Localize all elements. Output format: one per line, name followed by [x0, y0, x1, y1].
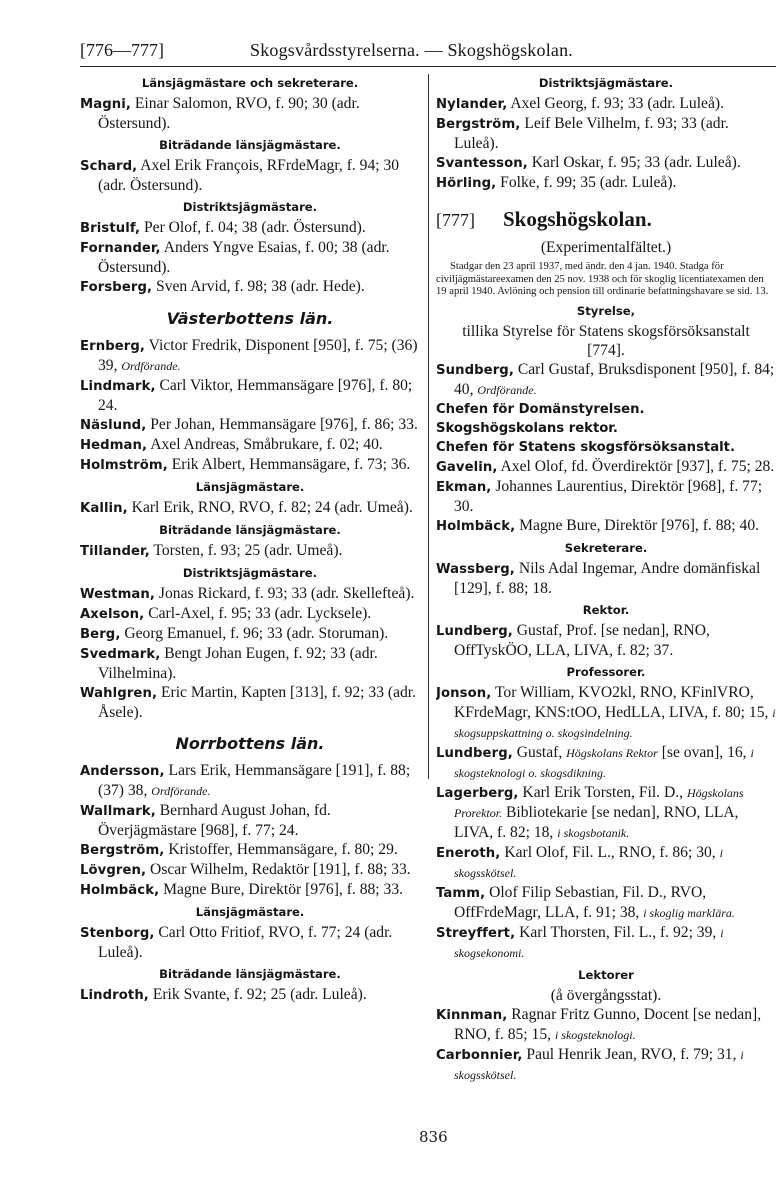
list-item [436, 1045, 776, 1085]
subject-text: i skogsskötsel. [454, 845, 723, 880]
entry-text: Magne Bure, Direktör [976], f. 88; 40. [515, 516, 760, 534]
entry-text: Oscar Wilhelm, Redaktör [191], f. 88; 33. [146, 861, 411, 878]
person-name: Ernberg, [80, 339, 146, 354]
list-item [436, 1005, 776, 1045]
entry-text: Karl Thorsten, Fil. L., f. 92; 39, [515, 923, 721, 941]
list-item [80, 415, 420, 435]
subheading: Länsjägmästare och sekreterare. [141, 76, 359, 90]
entry-text: Gustaf, [512, 743, 567, 761]
subject-text: i skoglig marklära. [643, 905, 735, 920]
list-item [80, 880, 420, 900]
list-item [436, 477, 776, 516]
list-item [436, 559, 776, 598]
list-item [436, 173, 776, 193]
role-text: Ordförande. [151, 784, 211, 798]
subheading: Styrelse, [576, 303, 636, 318]
entry-text: Gustaf, Prof. [se nedan], RNO, OffTyskÖO, LLA, LIVA, f. 82; 37. [454, 621, 710, 659]
statute-note: Stadgar den 23 april 1937, med ändr. den 4 jan. 1940. Stadga för civiljägmästareexamen den 25 nov. 1938 och för skoglig licentiatexamen den 19 april 1940. Avlöning och pension till ordinarie befattningshavare se sid. 13. [436, 261, 769, 297]
list-item [436, 360, 776, 400]
entry-text: Leif Bele Vilhelm, f. 93; 33 (adr. Luleå). [454, 115, 729, 152]
subheading: Biträdande länsjägmästare. [159, 138, 341, 152]
entry-text: Karl Erik Torsten, Fil. D., [518, 783, 687, 801]
entry-text: Axel Georg, f. 93; 33 (adr. Luleå). [507, 95, 724, 112]
subheading: Länsjägmästare. [195, 905, 305, 919]
person-name: Ekman, [436, 479, 492, 495]
entry-text: Eric Martin, Kapten [313], f. 92; 33 (adr. Åsele). [98, 684, 417, 721]
list-item [80, 761, 420, 801]
subject-text: i skogsteknologi. [554, 1027, 636, 1042]
list-item [80, 584, 420, 604]
list-item [436, 743, 776, 783]
list-item [80, 94, 420, 133]
page-number: 836 [419, 1128, 448, 1146]
list-item [80, 376, 420, 415]
page-header [80, 38, 766, 64]
entry-text: Folke, f. 99; 35 (adr. Luleå). [496, 174, 677, 191]
entry-text: Carl-Axel, f. 95; 33 (adr. Lycksele). [144, 605, 372, 622]
county-heading: Norrbottens län. [175, 734, 325, 753]
person-name: Svedmark, [80, 647, 161, 662]
subheading: Distriktsjägmästare. [182, 566, 318, 580]
person-name: Carbonnier, [436, 1047, 523, 1063]
entry-text: Sven Arvid, f. 98; 38 (adr. Hede). [152, 278, 365, 295]
list-item [436, 516, 776, 536]
person-name: Kinnman, [436, 1007, 508, 1023]
subheading: Distriktsjägmästare. [538, 76, 674, 90]
list-item [436, 843, 776, 883]
list-item [80, 840, 420, 860]
entry-text: Paul Henrik Jean, RVO, f. 79; 31, [522, 1045, 741, 1063]
subject-text: i skogsteknologi o. skogsdikning. [454, 745, 754, 780]
entry-text: Anders Yngve Esaias, f. 00; 38 (adr. Östersund). [98, 239, 390, 276]
subheading: Biträdande länsjägmästare. [159, 967, 341, 981]
list-item [436, 783, 776, 843]
list-item [80, 336, 420, 376]
list-item [436, 114, 776, 153]
person-name: Berg, [80, 627, 121, 642]
left-column [80, 74, 420, 1005]
person-name: Bergström, [436, 117, 521, 132]
entry-text: Karl Erik, RNO, RVO, f. 82; 24 (adr. Umeå). [127, 499, 413, 516]
person-name: Andersson, [80, 764, 165, 779]
person-name: Stenborg, [80, 926, 155, 941]
role-text: Högskolans Rektor [566, 745, 658, 760]
list-item [436, 94, 776, 114]
subject-text: i skogsskötsel. [454, 1047, 744, 1082]
person-name: Wahlgren, [80, 686, 158, 701]
subject-text: i skogsekonomi. [454, 925, 724, 960]
person-name: Lundberg, [436, 745, 513, 761]
list-item [80, 860, 420, 880]
subheading: Biträdande länsjägmästare. [159, 523, 341, 537]
header-page-numbers: [776—777] [80, 40, 164, 60]
person-name: Forsberg, [80, 280, 153, 295]
person-name: Jonson, [436, 685, 492, 701]
header-rule [80, 66, 776, 67]
person-name: Bristulf, [80, 221, 141, 236]
entry-text: Axel Erik François, RFrdeMagr, f. 94; 30 (adr. Östersund). [98, 157, 400, 194]
entry-text: Georg Emanuel, f. 96; 33 (adr. Storuman). [120, 625, 389, 642]
role-text: Ordförande. [477, 382, 537, 397]
entry-text: Johannes Laurentius, Direktör [968], f. 77; 30. [454, 477, 763, 515]
list-item [80, 985, 420, 1005]
section-subtitle: (Experimentalfältet.) [540, 239, 672, 256]
board-subtitle: tillika Styrelse för Statens skogsförsöksanstalt [774]. [462, 322, 750, 359]
list-item [80, 604, 420, 624]
person-name: Hörling, [436, 176, 497, 191]
entry-text: Ragnar Fritz Gunno, Docent [se nedan], RNO, f. 85; 15, [454, 1005, 762, 1043]
list-item [80, 238, 420, 277]
entry-text: Carl Viktor, Hemmansägare [976], f. 80; 24. [98, 377, 413, 414]
section-title: Skogshögskolan. [503, 207, 652, 231]
person-name: Nylander, [436, 97, 508, 112]
entry-text: Nils Adal Ingemar, Andre domänfiskal [129], f. 88; 18. [454, 559, 761, 597]
person-name: Holmbäck, [436, 518, 516, 534]
list-item [80, 644, 420, 683]
entry-text: Karl Olof, Fil. L., RNO, f. 86; 30, [500, 843, 720, 861]
entry-text: Erik Albert, Hemmansägare, f. 73; 36. [167, 456, 411, 473]
person-name: Schard, [80, 159, 138, 174]
entry-text: Erik Svante, f. 92; 25 (adr. Luleå). [148, 986, 367, 1003]
list-item [436, 621, 776, 660]
person-name: Näslund, [80, 418, 147, 433]
person-name: Sundberg, [436, 362, 514, 378]
subheading: Lektorer [578, 967, 634, 982]
entry-text: Kristoffer, Hemmansägare, f. 80; 29. [164, 841, 398, 858]
entry-text: Magne Bure, Direktör [976], f. 88; 33. [159, 881, 404, 898]
person-name: Magni, [80, 97, 131, 112]
person-name: Hedman, [80, 438, 148, 453]
person-name: Fornander, [80, 241, 161, 256]
role-text: Ordförande. [121, 359, 181, 373]
person-name: Holmström, [80, 458, 168, 473]
entry-text: Per Johan, Hemmansägare [976], f. 86; 33. [146, 416, 418, 433]
list-item [80, 156, 420, 195]
list-item [80, 683, 420, 722]
person-name: Holmbäck, [80, 883, 160, 898]
section-page-number: [777] [436, 210, 475, 230]
subheading: Sekreterare. [564, 540, 648, 555]
list-item [80, 498, 420, 518]
person-name: Wallmark, [80, 804, 156, 819]
entry-text: Axel Andreas, Småbrukare, f. 02; 40. [147, 436, 383, 453]
county-heading: Västerbottens län. [166, 309, 334, 328]
list-item [436, 883, 776, 923]
person-name: Gavelin, [436, 459, 498, 475]
person-name: Eneroth, [436, 845, 501, 861]
entry-text: Bernhard August Johan, fd. Överjägmästare [968], f. 77; 24. [98, 802, 331, 839]
entry-text: Torsten, f. 93; 25 (adr. Umeå). [149, 542, 343, 559]
list-item [80, 455, 420, 475]
entry-text: Lars Erik, Hemmansägare [191], f. 88; (37) 38, [98, 762, 411, 799]
person-name: Axelson, [80, 607, 145, 622]
person-name: Kallin, [80, 501, 128, 516]
person-name: Tillander, [80, 544, 150, 559]
list-item [80, 277, 420, 297]
list-item [436, 923, 776, 963]
entry-text: Karl Oskar, f. 95; 33 (adr. Luleå). [527, 154, 741, 171]
subheading: Rektor. [582, 602, 630, 617]
entry-text: Einar Salomon, RVO, f. 90; 30 (adr. Östersund). [98, 95, 360, 132]
entry-text: Tor William, KVO2kl, RNO, KFinlVRO, KFrdeMagr, KNS:tOO, HedLLA, LIVA, f. 80; 15, [454, 683, 773, 721]
board-member-office: Chefen för Domänstyrelsen. [436, 401, 645, 417]
entry-text: Per Olof, f. 04; 38 (adr. Östersund). [140, 219, 366, 236]
person-name: Lagerberg, [436, 785, 519, 801]
person-name: Lindmark, [80, 379, 156, 394]
board-member-office: Skogshögskolans rektor. [436, 420, 618, 436]
list-item [80, 801, 420, 840]
person-name: Svantesson, [436, 156, 528, 171]
person-name: Westman, [80, 587, 156, 602]
person-name: Lundberg, [436, 623, 513, 639]
section-heading [436, 205, 776, 236]
list-item [80, 923, 420, 962]
entry-text: Bibliotekarie [se nedan], RNO, LLA, LIVA, f. 82; 18, [454, 803, 739, 841]
entry-text: Axel Olof, fd. Överdirektör [937], f. 75; 28. [497, 457, 775, 475]
person-name: Bergström, [80, 843, 165, 858]
person-name: Tamm, [436, 885, 486, 901]
person-name: Lövgren, [80, 863, 147, 878]
list-item [80, 218, 420, 238]
column-divider [428, 74, 429, 779]
list-item [436, 457, 776, 477]
board-member-office: Chefen för Statens skogsförsöksanstalt. [436, 439, 735, 455]
subheading: Professorer. [566, 664, 646, 679]
entry-text: Jonas Rickard, f. 93; 33 (adr. Skellefteå). [155, 585, 415, 602]
list-item [80, 435, 420, 455]
subject-text: i skogsuppskattning o. skogsindelning. [454, 705, 776, 740]
header-running-title: Skogsvårdsstyrelserna. — Skogshögskolan. [250, 40, 573, 60]
list-item [80, 624, 420, 644]
entry-text: [se ovan], 16, [657, 743, 751, 761]
subheading: Distriktsjägmästare. [182, 200, 318, 214]
list-item [436, 153, 776, 173]
list-item [436, 683, 776, 743]
role-text: Högskolans Prorektor. [454, 785, 744, 820]
right-column [436, 74, 776, 1085]
person-name: Lindroth, [80, 988, 149, 1003]
list-item [80, 541, 420, 561]
person-name: Streyffert, [436, 925, 516, 941]
person-name: Wassberg, [436, 561, 515, 577]
lektorer-subtitle: (å övergångsstat). [550, 986, 662, 1004]
entry-text: Olof Filip Sebastian, Fil. D., RVO, OffFrdeMagr, LLA, f. 91; 38, [454, 883, 707, 921]
entry-text: Carl Gustaf, Bruksdisponent [950], f. 84; 40, [454, 360, 775, 398]
subject-text: i skogsbotanik. [557, 825, 630, 840]
entry-text: Carl Otto Fritiof, RVO, f. 77; 24 (adr. Luleå). [98, 924, 393, 961]
entry-text: Victor Fredrik, Disponent [950], f. 75; (36) 39, [98, 337, 418, 374]
entry-text: Bengt Johan Eugen, f. 92; 33 (adr. Vilhelmina). [98, 645, 378, 682]
subheading: Länsjägmästare. [195, 480, 305, 494]
